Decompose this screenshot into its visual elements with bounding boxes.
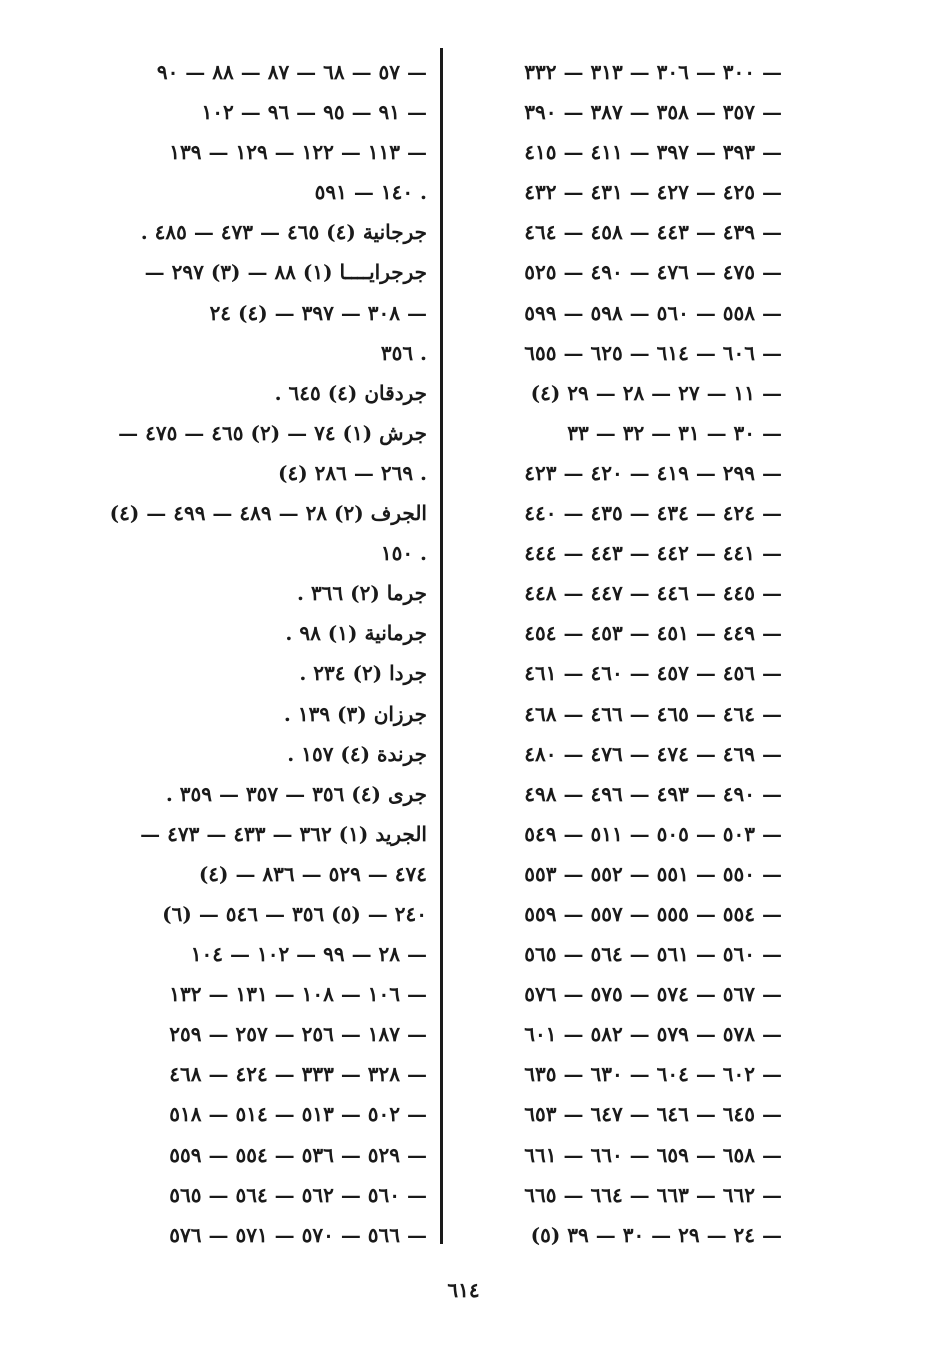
left-column-line: جرندة (٤) ١٥٧ . [287,741,427,766]
left-column-line: جرزان (٣) ١٣٩ . [283,701,427,726]
right-column-line: ٤٦٤ — ٤٦٥ — ٤٦٦ — ٤٦٨ — [524,701,782,726]
right-column-line: ٤٩٠ — ٤٩٣ — ٤٩٦ — ٤٩٨ — [524,781,782,806]
left-column-line: ١٤٠ — ٥٩١ . [314,180,427,205]
column-divider [440,48,443,1244]
right-column-line: ٤٢٥ — ٤٢٧ — ٤٣١ — ٤٣٢ — [524,180,782,205]
left-column-line: ١١٣ — ١٢٢ — ١٢٩ — ١٣٩ — [169,140,427,165]
left-column [77,52,427,1255]
right-column-line: ٤٥٦ — ٤٥٧ — ٤٦٠ — ٤٦١ — [524,661,782,686]
right-column-line: ٣٠٠ — ٣٠٦ — ٣١٣ — ٣٣٢ — [524,60,782,84]
left-column-line: ٤٧٤ — ٥٢٩ — ٨٣٦ — (٤) [198,861,427,886]
right-column-line: ٣٠ — ٣١ — ٣٢ — ٣٣ — [567,420,782,445]
right-column-line: ٤٣٩ — ٤٤٣ — ٤٥٨ — ٤٦٤ — [524,220,782,245]
left-column-line: جردا (٢) ٢٣٤ . [299,661,427,686]
left-column-line: ١٠٦ — ١٠٨ — ١٣١ — ١٣٢ — [169,982,427,1007]
left-column-line: جردقان (٤) ٦٤٥ . [274,380,427,405]
left-column-line: ١٥٠ . [380,541,427,566]
page-number: ٦١٤ [447,1278,480,1302]
right-column-line: ٥٧٨ — ٥٧٩ — ٥٨٢ — ٦٠١ — [524,1022,782,1047]
left-column-line: ٥٢٩ — ٥٣٦ — ٥٥٤ — ٥٥٩ — [169,1142,427,1167]
left-column-line: الجريد (١) ٣٦٢ — ٤٣٣ — ٤٧٣ — [140,821,427,846]
right-column-line: ٤٧٥ — ٤٧٦ — ٤٩٠ — ٥٢٥ — [524,260,782,285]
right-column-line: ٦٤٥ — ٦٤٦ — ٦٤٧ — ٦٥٣ — [524,1102,782,1127]
right-column-line: ٦٥٨ — ٦٥٩ — ٦٦٠ — ٦٦١ — [524,1142,782,1167]
right-column-line: ٤٤١ — ٤٤٢ — ٤٤٣ — ٤٤٤ — [524,541,782,566]
left-column-line: ٥٠٢ — ٥١٣ — ٥١٤ — ٥١٨ — [169,1102,427,1127]
left-column-line: جرجرايــــا (١) ٨٨ — (٣) ٢٩٧ — [144,260,427,285]
right-column-line: ٤٦٩ — ٤٧٤ — ٤٧٦ — ٤٨٠ — [524,741,782,766]
left-column-line: جرى (٤) ٣٥٦ — ٣٥٧ — ٣٥٩ . [165,781,427,806]
left-column-line: ٣٠٨ — ٣٩٧ — (٤) ٢٤ — [209,300,427,325]
right-column-line: ٥٥٠ — ٥٥١ — ٥٥٢ — ٥٥٣ — [524,861,782,886]
right-column-line: ٥٥٤ — ٥٥٥ — ٥٥٧ — ٥٥٩ — [524,901,782,926]
left-column-line: ٩١ — ٩٥ — ٩٦ — ١٠٢ — [201,100,427,125]
right-column-line: ٥٠٣ — ٥٠٥ — ٥١١ — ٥٤٩ — [524,821,782,846]
left-column-line: ٢٤٠ — (٥) ٣٥٦ — ٥٤٦ — (٦) [162,901,427,926]
right-column [472,52,782,1255]
left-column-line: ٣٢٨ — ٣٣٣ — ٤٢٤ — ٤٦٨ — [169,1062,427,1087]
left-column-line: ١٨٧ — ٢٥٦ — ٢٥٧ — ٢٥٩ — [169,1022,427,1047]
right-column-line: ٣٥٧ — ٣٥٨ — ٣٨٧ — ٣٩٠ — [524,100,782,125]
right-column-line: ٤٤٥ — ٤٤٦ — ٤٤٧ — ٤٤٨ — [524,581,782,606]
left-column-line: الجرف (٢) ٢٨ — ٤٨٩ — ٤٩٩ — (٤) [109,501,427,526]
right-column-line: (٤) ١١ — ٢٧ — ٢٨ — ٢٩ — [530,380,782,405]
left-column-line: جرما (٢) ٣٦٦ . [297,581,427,606]
right-column-line: ٤٢٤ — ٤٣٤ — ٤٣٥ — ٤٤٠ — [524,501,782,526]
left-column-line: جرجانية (٤) ٤٦٥ — ٤٧٣ — ٤٨٥ . [140,220,427,245]
left-column-line: جرش (١) ٧٤ — (٢) ٤٦٥ — ٤٧٥ — [118,420,427,445]
left-column-line: ٥٦٠ — ٥٦٢ — ٥٦٤ — ٥٦٥ — [169,1182,427,1207]
right-column-line: (٥) ٢٤ — ٢٩ — ٣٠ — ٣٩ — [530,1222,782,1247]
right-column-line: ٦٠٢ — ٦٠٤ — ٦٣٠ — ٦٣٥ — [524,1062,782,1087]
left-column-line: ٣٥٦ . [380,340,427,365]
left-column-line: (٤) ٢٦٩ — ٢٨٦ . [278,460,427,485]
right-column-line: ٦٠٦ — ٦١٤ — ٦٢٥ — ٦٥٥ — [524,340,782,365]
right-column-line: ٥٥٨ — ٥٦٠ — ٥٩٨ — ٥٩٩ — [524,300,782,325]
right-column-line: ٥٦٧ — ٥٧٤ — ٥٧٥ — ٥٧٦ — [524,982,782,1007]
left-column-line: ٢٨ — ٩٩ — ١٠٢ — ١٠٤ — [190,942,427,967]
left-column-line: ٥٦٦ — ٥٧٠ — ٥٧١ — ٥٧٦ — [169,1222,427,1247]
right-column-line: ٢٩٩ — ٤١٩ — ٤٢٠ — ٤٢٣ — [524,460,782,485]
right-column-line: ٤٤٩ — ٤٥١ — ٤٥٣ — ٤٥٤ — [524,621,782,646]
right-column-line: ٦٦٢ — ٦٦٣ — ٦٦٤ — ٦٦٥ — [524,1182,782,1207]
left-column-line: جرمانية (١) ٩٨ . [285,621,427,646]
left-column-line: ٥٧ — ٦٨ — ٨٧ — ٨٨ — ٩٠ — [156,60,427,84]
right-column-line: ٣٩٣ — ٣٩٧ — ٤١١ — ٤١٥ — [524,140,782,165]
right-column-line: ٥٦٠ — ٥٦١ — ٥٦٤ — ٥٦٥ — [524,942,782,967]
